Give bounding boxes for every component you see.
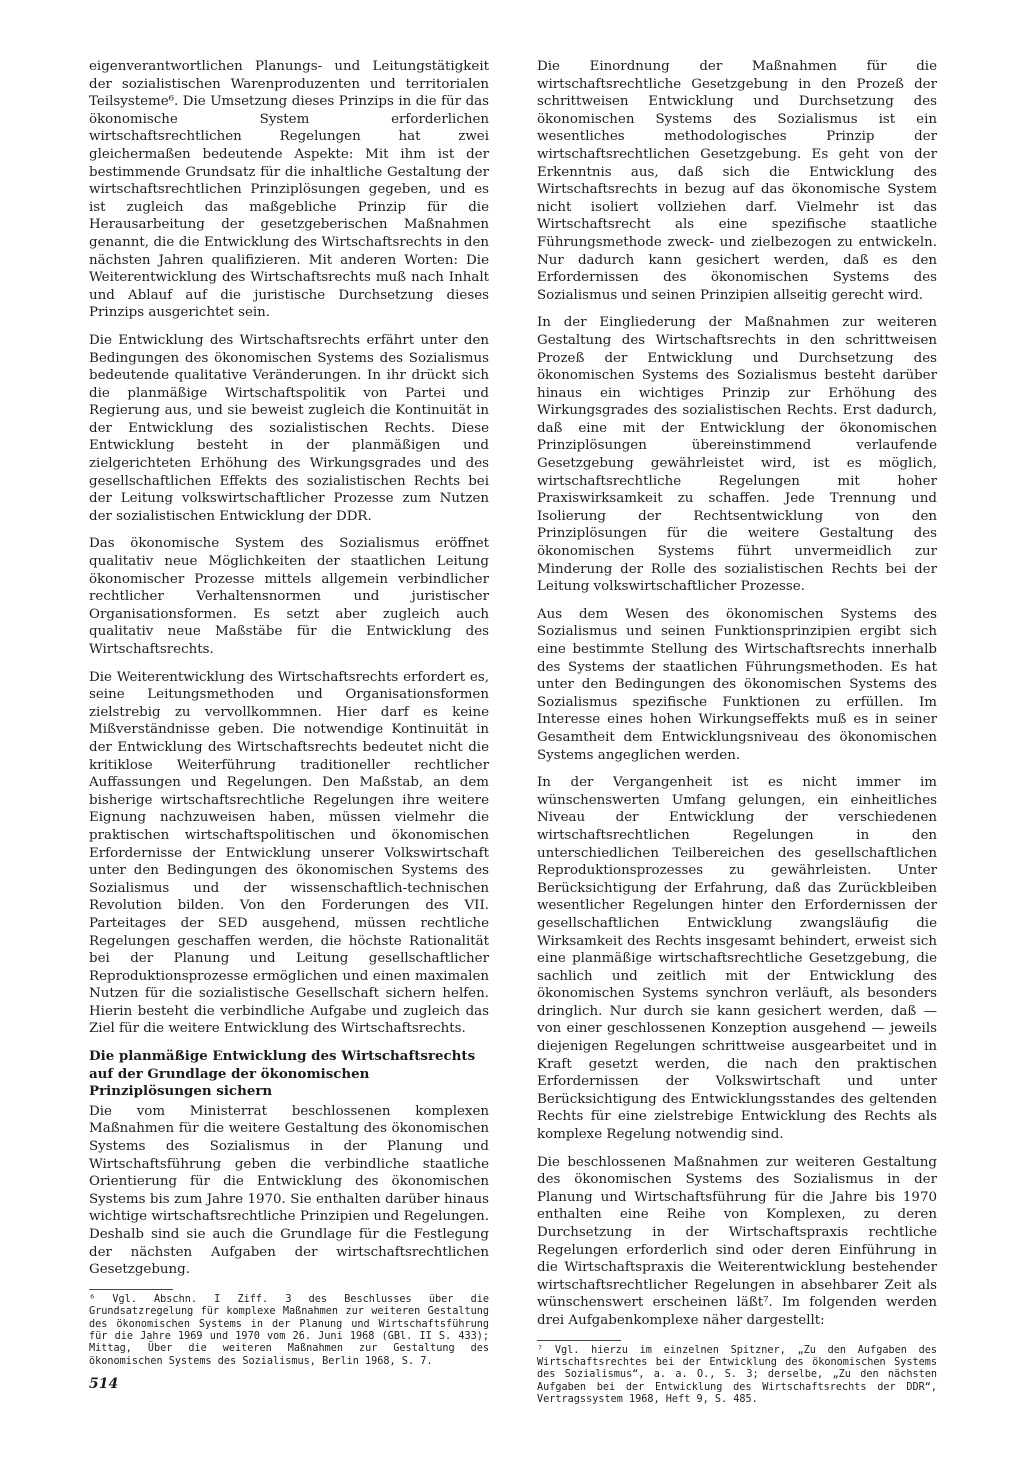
paragraph: Die beschlossenen Maßnahmen zur weiteren Gestaltung des ökonomischen Systems des Sozialismus in der Planung und Wirtschaftsführung für die Jahre bis 1970 enthalten eine Reihe von Komplexen, zu deren Durchsetzung in der Wirtschaftspraxis rechtliche Regelungen erforderlich sind oder deren Einführung in die Wirtschaftspraxis die Weiterentwicklung bestehender wirtschaftsrechtlicher Regelungen in absehbarer Zeit als wünschenswert erscheinen läßt⁷. Im folgenden werden drei Aufgabenkomplexe näher dargestellt: [537,1154,937,1328]
paragraph: In der Vergangenheit ist es nicht immer im wünschenswerten Umfang gelungen, ein einheitliches Niveau der Entwicklung der verschiedenen wirtschaftsrechtlichen Regelungen in den unterschiedlichen Teilbereichen des gesellschaftlichen Reproduktionsprozesses zu gewährleisten. Unter Berücksichtigung der Erfahrung, daß das Zurückbleiben wesentlicher Regelungen hinter den Erfordernissen der gesellschaftlichen Entwicklung zwangsläufig die Wirksamkeit des Rechts insgesamt behindert, erweist sich eine planmäßige wirtschaftsrechtliche Gesetzgebung, die sachlich und zeitlich mit der Entwicklung des ökonomischen Systems synchron verläuft, als besonders dringlich. Nur durch sie kann gesichert werden, daß — von einer geschlossenen Konzeption ausgehend — jeweils diejenigen Regelungen schrittweise ausgearbeitet und in Kraft gesetzt werden, die nach den praktischen Erfordernissen der Volkswirtschaft und unter Berücksichtigung des Entwicklungsstandes des geltenden Rechts für eine zielstrebige Entwicklung des Rechts als komplexe Regelung notwendig sind. [537,775,937,1143]
paragraph: Aus dem Wesen des ökonomischen Systems des Sozialismus und seinen Funktionsprinzipien ergibt sich eine bestimmte Stellung des Wirtschaftsrechts innerhalb des Systems der staatlichen Führungsmethoden. Es hat unter den Bedingungen des ökonomischen Systems des Sozialismus spezifische Funktionen zu erfüllen. Im Interesse eines hohen Wirkungseffekts muß es in seiner Gesamtheit dem Entwicklungsniveau des ökonomischen Systems angeglichen werden. [537,606,937,763]
paragraph: Das ökonomische System des Sozialismus eröffnet qualitativ neue Möglichkeiten der staatlichen Leitung ökonomischer Prozesse mittels allgemein verbindlicher rechtlicher Verhaltensnormen und juristischer Organisationsformen. Es setzt aber zugleich auch qualitativ neue Maßstäbe für die Entwicklung des Wirtschaftsrechts. [89,536,489,657]
paragraph: eigenverantwortlichen Planungs- und Leitungstätigkeit der sozialistischen Warenproduzenten und territorialen Teilsysteme⁶. Die Umsetzung dieses Prinzips in die für das ökonomische System erforderlichen wirtschaftsrechtlichen Regelungen hat zwei gleichermaßen bedeutende Aspekte: Mit ihm ist der bestimmende Grundsatz für die inhaltliche Gestaltung der wirtschaftsrechtlichen Prinziplösungen gegeben, und es ist zugleich das maßgebliche Prinzip für die Herausarbeitung der gesetzgeberischen Maßnahmen genannt, die die Entwicklung des Wirtschaftsrechts in den nächsten Jahren qualifizieren. Mit anderen Worten: Die Weiterentwicklung des Wirtschaftsrechts muß nach Inhalt und Ablauf auf die juristische Durchsetzung dieses Prinzips ausgerichtet sein. [89,59,489,321]
left-column [89,58,489,1378]
page-number: 514 [89,1376,119,1392]
footnote-divider [537,1340,621,1341]
right-column [537,58,937,1417]
paragraph: Die Entwicklung des Wirtschaftsrechts erfährt unter den Bedingungen des ökonomischen Systems des Sozialismus bedeutende qualitative Veränderungen. In ihr drückt sich die planmäßige Wirtschaftspolitik von Partei und Regierung aus, und sie beweist zugleich die Kontinuität in der Entwicklung des sozialistischen Rechts. Diese Entwicklung besteht in der planmäßigen und zielgerichteten Erhöhung des Wirkungsgrades und des gesellschaftlichen Effekts des sozialistischen Rechts bei der Leitung volkswirtschaftlicher Prozesse zum Nutzen der sozialistischen Entwicklung der DDR. [89,332,489,524]
footnote: ⁶ Vgl. Abschn. I Ziff. 3 des Beschlusses über die Grundsatzregelung für komplexe Maßnahmen zur weiteren Gestaltung des ökonomischen Systems in der Planung und Wirtschaftsführung für die Jahre 1969 und 1970 vom 26. Juni 1968 (GBl. II S. 433); Mittag, Über die weiteren Maßnahmen zur Gestaltung des ökonomischen Systems des Sozialismus, Berlin 1968, S. 7. [89,1293,489,1367]
section-heading: Die planmäßige Entwicklung des Wirtschaftsrechts auf der Grundlage der ökonomischen Prinziplösungen sichern [89,1048,476,1100]
footnote: ⁷ Vgl. hierzu im einzelnen Spitzner, „Zu den Aufgaben des Wirtschaftsrechtes bei der Entwicklung des ökonomischen Systems des Sozialismus“, a. a. O., S. 3; derselbe, „Zu den nächsten Aufgaben bei der Entwicklung des Wirtschaftsrechts der DDR“, Vertragssystem 1968, Heft 9, S. 485. [537,1344,937,1406]
paragraph: Die Einordnung der Maßnahmen für die wirtschaftsrechtliche Gesetzgebung in den Prozeß der schrittweisen Entwicklung und Durchsetzung des ökonomischen Systems des Sozialismus ist ein wesentliches methodologisches Prinzip der wirtschaftsrechtlichen Gesetzgebung. Es geht von der Erkenntnis aus, daß sich die Entwicklung des Wirtschaftsrechts in bezug auf das ökonomische System nicht isoliert vollziehen darf. Vielmehr ist das Wirtschaftsrecht als eine spezifische staatliche Führungsmethode zweck- und zielbezogen zu entwickeln. Nur dadurch kann gesichert werden, daß es den Erfordernissen des ökonomischen Systems des Sozialismus und seinen Prinzipien allseitig gerecht wird. [537,59,937,303]
paragraph: Die Weiterentwicklung des Wirtschaftsrechts erfordert es, seine Leitungsmethoden und Organisationsformen zielstrebig zu vervollkommnen. Hier darf es keine Mißverständnisse geben. Die notwendige Kontinuität in der Entwicklung des Wirtschaftsrechts bedeutet nicht die kritiklose Weiterführung traditioneller rechtlicher Auffassungen und Regelungen. Den Maßstab, an dem bisherige wirtschaftsrechtliche Regelungen ihre weitere Eignung nachzuweisen haben, müssen vielmehr die praktischen wirtschaftspolitischen und ökonomischen Erfordernisse der Entwicklung unserer Volkswirtschaft unter den Bedingungen des ökonomischen Systems des Sozialismus und der wissenschaftlich-technischen Revolution bilden. Von den Forderungen des VII. Parteitages der SED ausgehend, müssen rechtliche Regelungen geschaffen werden, die höchste Rationalität bei der Planung und Leitung gesellschaftlicher Reproduktionsprozesse ermöglichen und einen maximalen Nutzen für die sozialistische Gesellschaft sichern helfen. Hierin besteht die verbindliche Aufgabe und zugleich das Ziel für die weitere Entwicklung des Wirtschaftsrechts. [89,669,489,1037]
footnote-divider [89,1289,173,1290]
paragraph: In der Eingliederung der Maßnahmen zur weiteren Gestaltung des Wirtschaftsrechts in den schrittweisen Prozeß der Entwicklung und Durchsetzung des ökonomischen Systems des Sozialismus besteht darüber hinaus ein wichtiges Prinzip zur Erhöhung des Wirkungsgrades des sozialistischen Rechts. Erst dadurch, daß eine mit der Entwicklung der ökonomischen Prinziplösungen übereinstimmend verlaufende Gesetzgebung gewährleistet wird, ist es möglich, wirtschaftsrechtliche Regelungen mit hoher Praxiswirksamkeit zu schaffen. Jede Trennung und Isolierung der Rechtsentwicklung von den Prinziplösungen für die weitere Gestaltung des ökonomischen Systems führt unvermeidlich zur Minderung der Rolle des sozialistischen Rechts bei der Leitung volkswirtschaftlicher Prozesse. [537,315,937,595]
paragraph: Die vom Ministerrat beschlossenen komplexen Maßnahmen für die weitere Gestaltung des ökonomischen Systems des Sozialismus in der Planung und Wirtschaftsführung geben die verbindliche staatliche Orientierung für die Entwicklung des ökonomischen Systems bis zum Jahre 1970. Sie enthalten darüber hinaus wichtige wirtschaftsrechtliche Prinzipien und Regelungen. Deshalb sind sie auch die Grundlage für die Festlegung der nächsten Aufgaben der wirtschaftsrechtlichen Gesetzgebung. [89,1103,489,1278]
